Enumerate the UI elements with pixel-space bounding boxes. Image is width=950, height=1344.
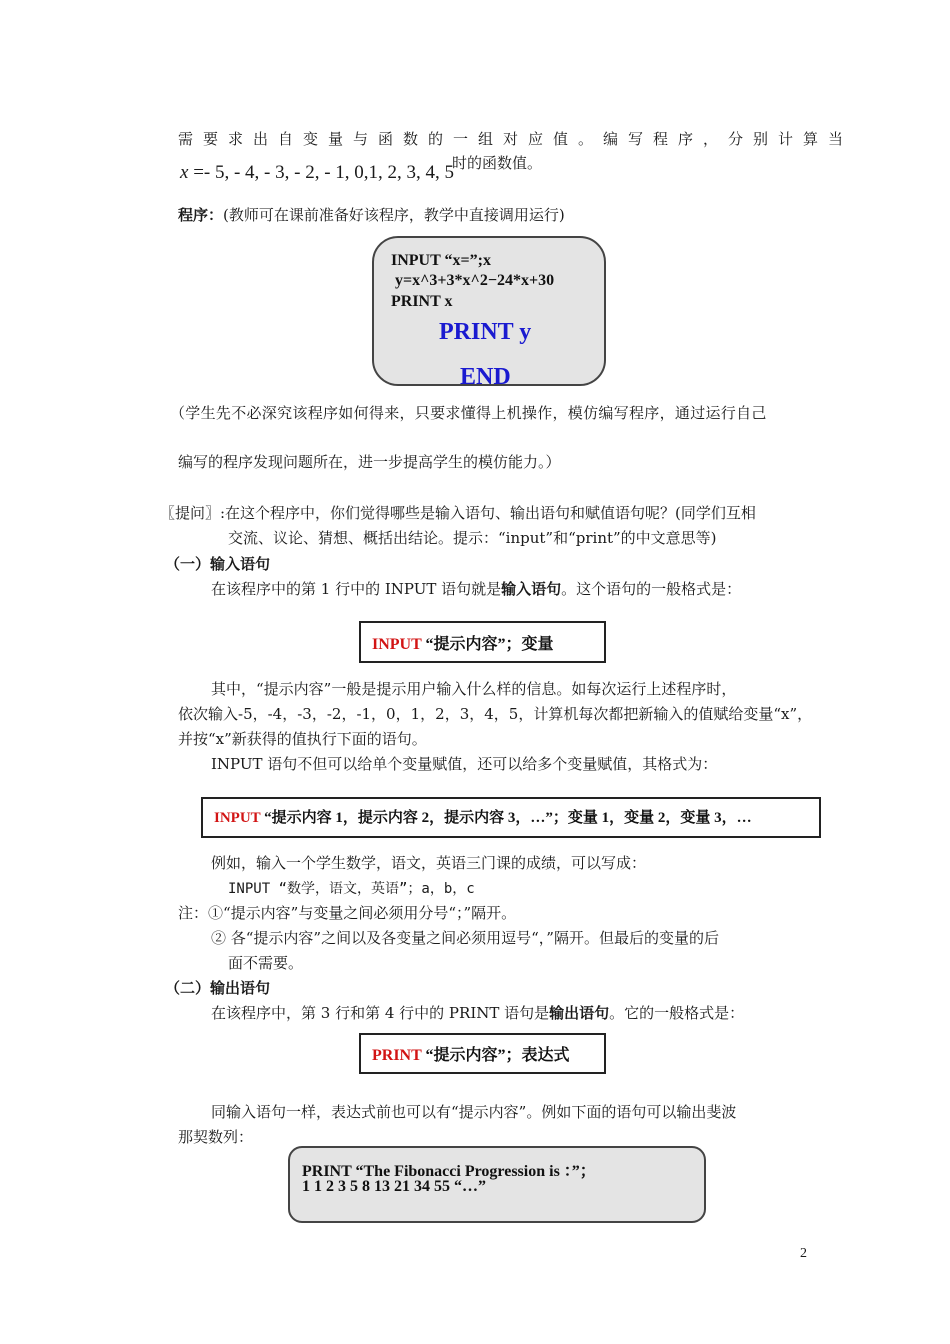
input-multi-format xyxy=(214,806,752,827)
input-explain-1: 其中，“提示内容”一般是提示用户输入什么样的信息。如每次运行上述程序时， xyxy=(211,680,737,698)
code-line-1: INPUT “x=”;x xyxy=(391,252,491,269)
intro-suffix: 时的函数值。 xyxy=(452,154,543,172)
program-heading xyxy=(178,204,565,225)
input-multi-desc: INPUT 语句不但可以给单个变量赋值，还可以给多个变量赋值，其格式为： xyxy=(211,755,718,773)
input-explain-3: 并按“x”新获得的值执行下面的语句。 xyxy=(178,730,427,748)
input-explain-2: 依次输入-5，-4，-3，-2，-1，0，1，2，3，4，5，计算机每次都把新输入的值赋给变量“x”， xyxy=(178,705,813,723)
equals-sign: = xyxy=(193,162,204,183)
output-explain-1: 同输入语句一样，表达式前也可以有“提示内容”。例如下面的语句可以输出斐波 xyxy=(211,1103,737,1121)
input-example: 例如，输入一个学生数学，语文，英语三门课的成绩，可以写成： xyxy=(211,854,647,872)
output-desc-post: 。它的一般格式是： xyxy=(609,1004,745,1022)
code-line-4: PRINT y xyxy=(439,319,532,345)
fibonacci-line-2: 1 1 2 3 5 8 13 21 34 55 “…” xyxy=(302,1178,486,1195)
input-format-rest: “提示内容”；变量 xyxy=(421,636,554,653)
input-keyword: INPUT xyxy=(372,636,422,653)
code-line-3: PRINT x xyxy=(391,293,453,310)
output-desc-bold: 输出语句 xyxy=(549,1004,610,1022)
fibonacci-line-1: PRINT “The Fibonacci Progression is ：”； xyxy=(302,1163,596,1180)
input-section-desc xyxy=(211,578,741,599)
x-values-formula xyxy=(180,162,454,184)
output-explain-2: 那契数列： xyxy=(178,1128,254,1146)
input-note-2: ② 各“提示内容”之间以及各变量之间必须用逗号“，”隔开。但最后的变量的后 xyxy=(211,929,719,947)
input-desc-post: 。这个语句的一般格式是： xyxy=(561,580,742,598)
print-keyword: PRINT xyxy=(372,1047,422,1064)
intro-text: 需要求出自变量与函数的一组对应值。编写程序，分别计算当 xyxy=(178,130,854,148)
input-note-1: 注：①“提示内容”与变量之间必须用分号“；”隔开。 xyxy=(178,904,517,922)
input-multi-rest: “提示内容 1，提示内容 2，提示内容 3，…”；变量 1，变量 2，变量 3，… xyxy=(260,810,752,826)
code-line-2: y=x^3+3*x^2−24*x+30 xyxy=(395,272,555,289)
output-format-rest: “提示内容”；表达式 xyxy=(421,1047,570,1064)
output-format xyxy=(372,1042,570,1065)
question-line-2: 交流、议论、猜想、概括出结论。提示：“input”和“print”的中文意思等) xyxy=(228,529,717,547)
x-values: - 5, - 4, - 3, - 2, - 1, 0,1, 2, 3, 4, 5 xyxy=(203,162,455,183)
x-variable: x xyxy=(180,162,189,183)
program-label: 程序： xyxy=(178,206,224,224)
input-multi-keyword: INPUT xyxy=(214,810,261,826)
student-note-line-1: （学生先不必深究该程序如何得来，只要求懂得上机操作，模仿编写程序，通过运行自己 xyxy=(170,404,767,422)
input-example-code: INPUT “数学，语文，英语”；a，b，c xyxy=(228,881,475,897)
output-section-desc xyxy=(211,1002,744,1023)
page-number: 2 xyxy=(800,1246,807,1261)
program-note: (教师可在课前准备好该程序，教学中直接调用运行) xyxy=(223,206,565,224)
input-section-heading: （一）输入语句 xyxy=(165,555,271,573)
question-line-1: 〖提问〗:在这个程序中，你们觉得哪些是输入语句、输出语句和赋值语句呢？(同学们互相 xyxy=(160,504,756,522)
output-section-heading: （二）输出语句 xyxy=(165,979,271,997)
code-line-5: END xyxy=(460,364,511,390)
input-desc-pre: 在该程序中的第 1 行中的 INPUT 语句就是 xyxy=(211,580,502,598)
student-note-line-2: 编写的程序发现问题所在，进一步提高学生的模仿能力。） xyxy=(178,453,561,471)
input-format xyxy=(372,631,554,654)
output-desc-pre: 在该程序中，第 3 行和第 4 行中的 PRINT 语句是 xyxy=(211,1004,550,1022)
input-desc-bold: 输入语句 xyxy=(501,580,562,598)
input-note-3: 面不需要。 xyxy=(228,954,304,972)
